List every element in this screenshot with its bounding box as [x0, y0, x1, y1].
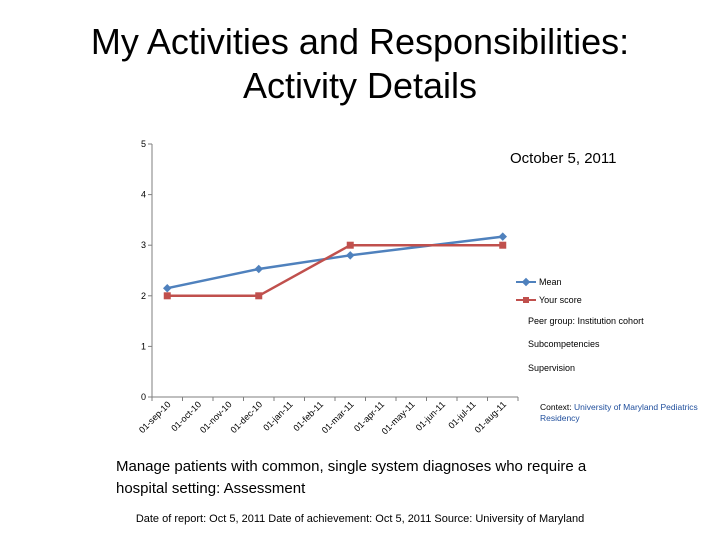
- data-point-mean: [499, 232, 507, 240]
- x-tick-label: 01-jul-11: [446, 399, 478, 431]
- x-tick-label: 01-may-11: [379, 399, 417, 437]
- x-tick-label: 01-aug-11: [472, 399, 509, 435]
- data-point-your-score: [164, 292, 171, 299]
- subcompetencies-link[interactable]: Subcompetencies: [528, 339, 600, 349]
- data-point-mean: [163, 284, 171, 292]
- page-title-line-1: My Activities and Responsibilities:: [90, 21, 630, 62]
- legend-mean-marker: [522, 278, 530, 286]
- x-tick-label: 01-apr-11: [351, 399, 387, 434]
- y-axis: [141, 139, 152, 402]
- y-tick-label: 0: [140, 392, 146, 402]
- x-axis: [137, 397, 518, 436]
- legend-mean-label: Mean: [539, 277, 562, 287]
- y-tick-label: 3: [140, 240, 146, 251]
- y-tick-label: 5: [140, 139, 146, 149]
- legend-your-score-label: Your score: [539, 295, 582, 305]
- legend-your-score-marker: [523, 297, 529, 303]
- y-tick-label: 4: [140, 189, 146, 200]
- x-tick-label: 01-dec-10: [228, 399, 265, 436]
- report-date-label: October 5, 2011: [510, 150, 617, 167]
- data-point-mean: [346, 251, 354, 259]
- data-point-your-score: [255, 292, 262, 299]
- x-tick-label: 01-jan-11: [261, 399, 295, 433]
- context-block: [540, 402, 700, 424]
- y-tick-label: 2: [140, 290, 146, 301]
- x-tick-label: 01-nov-10: [197, 399, 234, 436]
- x-tick-label: 01-sep-10: [136, 399, 173, 436]
- chart-series: [163, 232, 507, 299]
- report-footer: Date of report: Oct 5, 2011 Date of achievement: Oct 5, 2011 Source: University of Maryland: [135, 513, 585, 525]
- data-point-mean: [255, 265, 263, 273]
- page-title-line-2: Activity Details: [242, 65, 478, 106]
- y-tick-label: 1: [140, 341, 146, 352]
- data-point-your-score: [499, 242, 506, 249]
- activity-description: Manage patients with common, single system diagnoses who require a hospital setting: Assessment: [116, 458, 587, 497]
- context-institution: University of Maryland Pediatrics Residency: [540, 402, 698, 423]
- x-tick-label: 01-oct-10: [169, 399, 204, 434]
- series-line-your-score: [167, 245, 503, 296]
- x-tick-label: 01-jun-11: [413, 399, 448, 433]
- peer-group-label: Peer group: Institution cohort: [528, 316, 644, 326]
- data-point-your-score: [347, 242, 354, 249]
- x-tick-label: 01-feb-11: [291, 399, 326, 434]
- supervision-link[interactable]: Supervision: [528, 363, 576, 373]
- x-tick-label: 01-mar-11: [319, 399, 356, 436]
- context-label: Context:: [540, 402, 575, 412]
- chart-legend: [516, 277, 582, 305]
